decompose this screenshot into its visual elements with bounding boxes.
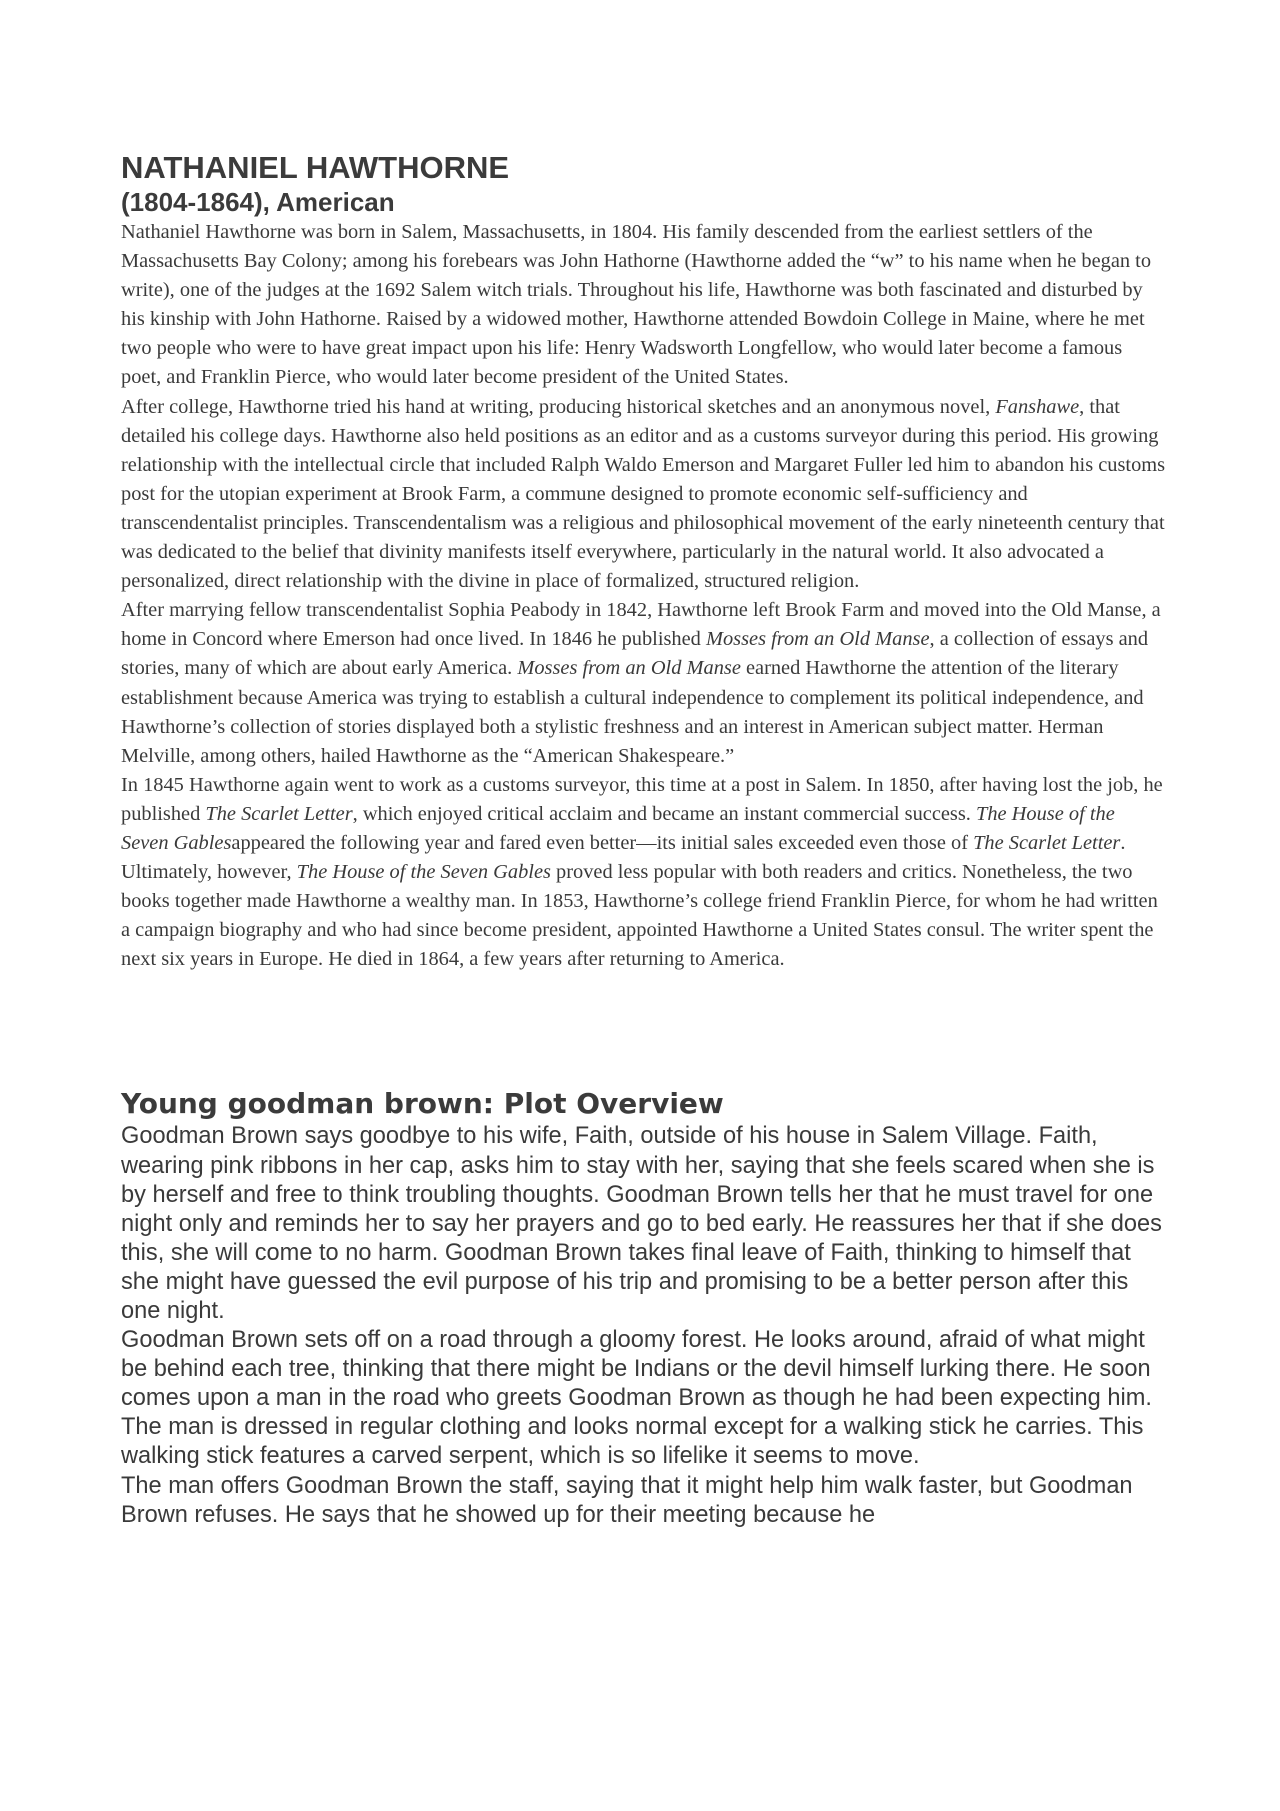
overview-paragraph-2: Goodman Brown sets off on a road through a gloomy forest. He looks around, afraid of what might be behind each tree, thinking that there might be Indians or the devil himself lurking there. He soon comes upon a man in the road who greets Goodman Brown as though he had been expecting him. The man is dressed in regular clothing and looks normal except for a walking stick he carries. This walking stick features a carved serpent, which is so lifelike it seems to move. <box>121 1327 1152 1470</box>
book-title-italic: The House of the Seven Gables <box>121 802 1115 854</box>
author-title: NATHANIEL HAWTHORNE <box>121 150 510 185</box>
text-run: In 1845 Hawthorne again went to work as a customs surveyor, this time at a post in Salem. In 1850, after having lost the job, he published <box>121 773 1163 825</box>
overview-paragraph-1: Goodman Brown says goodbye to his wife, Faith, outside of his house in Salem Village. Faith, wearing pink ribbons in her cap, asks him to stay with her, saying that she feels scared when she is by herself and free to think troubling thoughts. Goodman Brown tells her that he must travel for one night only and reminds her to say her prayers and go to bed early. He reassures her that if she does this, she will come to no harm. Goodman Brown takes final leave of Faith, thinking to himself that she might have guessed the evil purpose of his trip and promising to be a better person after this one night. <box>121 1123 1162 1324</box>
bio-paragraph-4 <box>121 771 1166 975</box>
bio-paragraph-2 <box>121 393 1166 597</box>
book-title-italic: The Scarlet Letter <box>973 831 1121 854</box>
plot-overview-heading: Young goodman brown: Plot Overview <box>121 1087 724 1121</box>
section-spacer <box>121 974 1166 1086</box>
text-run: , that detailed his college days. Hawthorne also held positions as an editor and as a customs surveyor during this period. His growing relationship with the intellectual circle that included Ralph Waldo Emerson and Margaret Fuller led him to abandon his customs post for the utopian experiment at Brook Farm, a commune designed to promote economic self-sufficiency and transcendentalist principles. Transcendentalism was a religious and philosophical movement of the early nineteenth century that was dedicated to the belief that divinity manifests itself everywhere, particularly in the natural world. It also advocated a personalized, direct relationship with the divine in place of formalized, structured religion. <box>121 395 1166 593</box>
text-run: After college, Hawthorne tried his hand at writing, producing historical sketches and an anonymous novel, <box>121 395 996 418</box>
document-page <box>121 150 1166 1530</box>
text-run: , which enjoyed critical acclaim and became an instant commercial success. <box>352 802 976 825</box>
book-title-italic: Mosses from an Old Manse <box>517 657 741 680</box>
book-title-italic: The House of the Seven Gables <box>296 861 551 884</box>
author-dates-subtitle: (1804-1864), American <box>121 187 395 217</box>
book-title-italic: Mosses from an Old Manse <box>705 628 930 651</box>
bio-paragraph-1: Nathaniel Hawthorne was born in Salem, Massachusetts, in 1804. His family descended from the earliest settlers of the Massachusetts Bay Colony; among his forebears was John Hathorne (Hawthorne added the “w” to his name when he began to write), one of the judges at the 1692 Salem witch trials. Throughout his life, Hawthorne was both fascinated and disturbed by his kinship with John Hathorne. Raised by a widowed mother, Hawthorne attended Bowdoin College in Maine, where he met two people who were to have great impact upon his life: Henry Wadsworth Longfellow, who would later become a famous poet, and Franklin Pierce, who would later become president of the United States. <box>121 221 1152 389</box>
text-run: proved less popular with both readers and critics. Nonetheless, the two books together made Hawthorne a wealthy man. In 1853, Hawthorne’s college friend Franklin Pierce, for whom he had written a campaign biography and who had since become president, appointed Hawthorne a United States consul. The writer spent the next six years in Europe. He died in 1864, a few years after returning to America. <box>121 861 1158 971</box>
text-run: earned Hawthorne the attention of the literary establishment because America was trying to establish a cultural independence to complement its political independence, and Hawthorne’s collection of stories displayed both a stylistic freshness and an interest in American subject matter. Herman Melville, among others, hailed Hawthorne as the “American Shakespeare.” <box>121 657 1144 767</box>
bio-paragraph-3 <box>121 596 1166 771</box>
text-run: , a collection of essays and stories, many of which are about early America. <box>121 628 1149 680</box>
text-run: appeared the following year and fared even better—its initial sales exceeded even those of <box>231 831 974 854</box>
overview-paragraph-3: The man offers Goodman Brown the staff, saying that it might help him walk faster, but Goodman Brown refuses. He says that he showed up for their meeting because he <box>121 1472 1133 1528</box>
text-run: After marrying fellow transcendentalist Sophia Peabody in 1842, Hawthorne left Brook Farm and moved into the Old Manse, a home in Concord where Emerson had once lived. In 1846 he published <box>121 599 1161 651</box>
book-title-italic: Fanshawe <box>995 395 1080 418</box>
text-run: . Ultimately, however, <box>121 831 1126 884</box>
book-title-italic: The Scarlet Letter <box>205 802 353 825</box>
